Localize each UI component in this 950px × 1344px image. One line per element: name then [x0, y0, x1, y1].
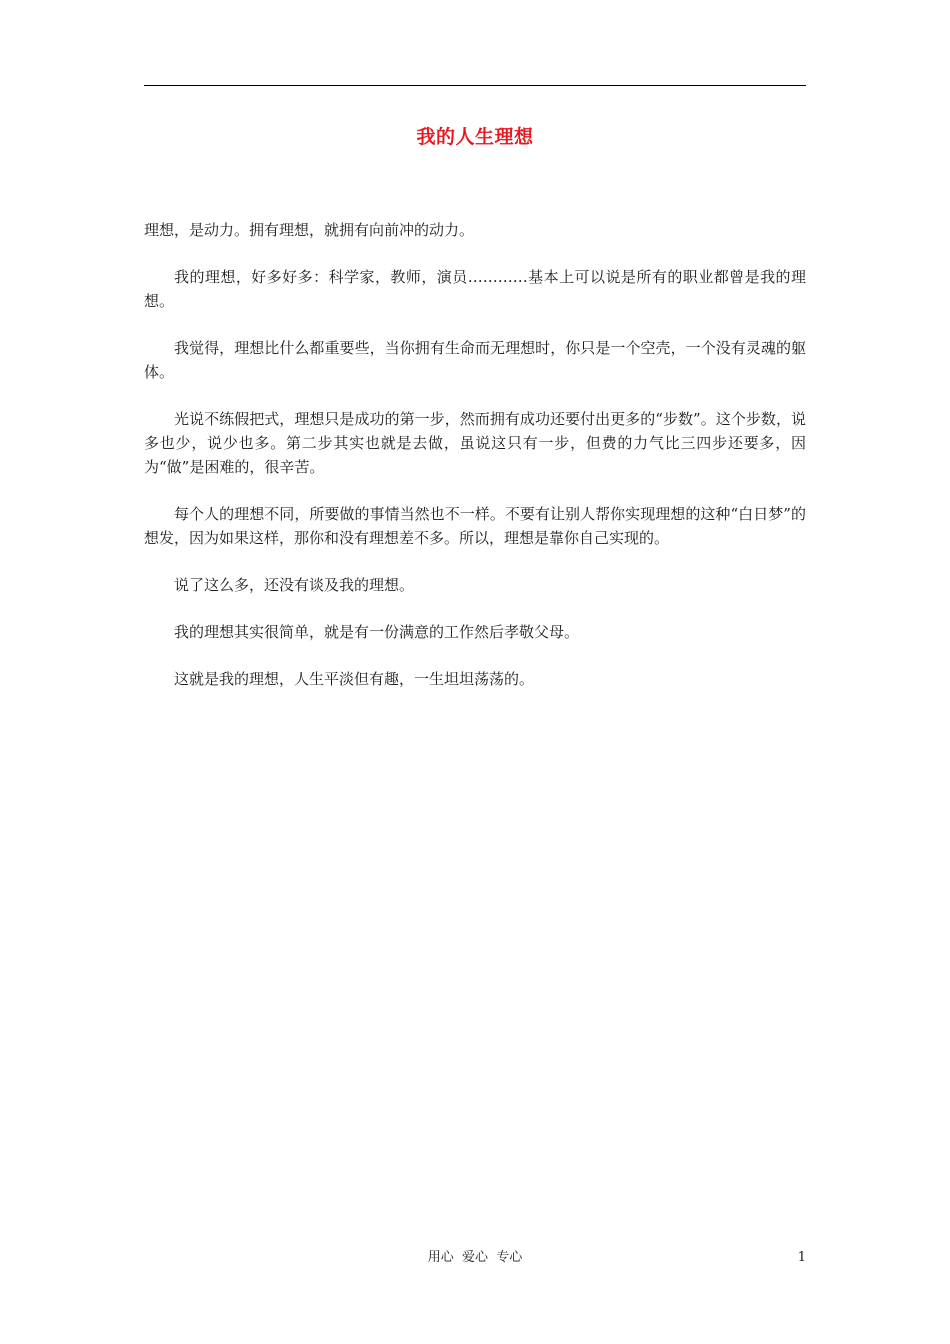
page-number: 1 [797, 1250, 806, 1265]
paragraph: 这就是我的理想，人生平淡但有趣，一生坦坦荡荡的。 [174, 670, 535, 688]
footer-motto: 用心 爱心 专心 [427, 1250, 523, 1265]
paragraph: 我觉得，理想比什么都重要些，当你拥有生命而无理想时，你只是一个空壳，一个没有灵魂的躯体。 [144, 339, 806, 381]
page-footer [144, 1248, 806, 1268]
paragraph: 理想，是动力。拥有理想，就拥有向前冲的动力。 [144, 221, 475, 239]
paragraph: 我的理想，好多好多：科学家，教师，演员…………基本上可以说是所有的职业都曾是我的理想。 [144, 268, 806, 310]
paragraph: 每个人的理想不同，所要做的事情当然也不一样。不要有让别人帮你实现理想的这种“白日梦”的想发，因为如果这样，那你和没有理想差不多。所以，理想是靠你自己实现的。 [144, 505, 806, 547]
document-title: 我的人生理想 [416, 126, 534, 148]
paragraph: 我的理想其实很简单，就是有一份满意的工作然后孝敬父母。 [174, 623, 580, 641]
header-rule [144, 85, 806, 86]
document-body [144, 218, 806, 714]
paragraph: 光说不练假把式，理想只是成功的第一步，然而拥有成功还要付出更多的“步数”。这个步数，说多也少，说少也多。第二步其实也就是去做，虽说这只有一步，但费的力气比三四步还要多，因为“做”是困难的，很辛苦。 [144, 410, 806, 476]
paragraph: 说了这么多，还没有谈及我的理想。 [174, 576, 415, 594]
